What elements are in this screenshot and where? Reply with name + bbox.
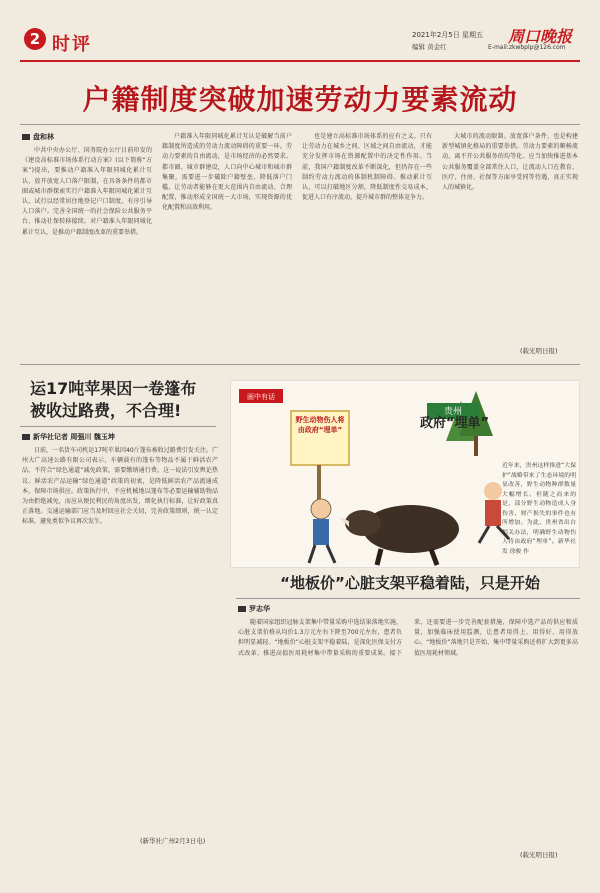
main-paragraph-1: 中共中央办公厅、国务院办公厅日前印发的《建设高标准市场体系行动方案》(以下简称“方案”)提出，要推动户籍准入年限同城化累计互认、放开放宽人口落户限制，在具备条件的都市圈或城市群探索实行户籍准入年限同城化累计互认，试行以经常居住地登记户口制度，有序引导人口落户。完善全国统一的社会保险公共服务平台，推动社保转移接续。对户籍准入年限同城化累计互认，是推动户籍制度改革的重要举措。: [22, 147, 152, 236]
main-paragraph-4: 大城市的流动限制。放宽落户条件，也是构建新型城镇化格局的重要举措。劳动力要素的顺畅流动，离不开公共服务的均等化。应当加快推进基本公共服务覆盖全部常住人口，让流动人口在教育、医疗、住房、社保等方面享受同等待遇，真正实现人的城镇化。: [442, 133, 578, 192]
main-column-4: [442, 132, 578, 342]
main-column-1: [22, 146, 152, 356]
main-paragraph-3: 也是建立高标准市场体系的应有之义。只有让劳动力在城乡之间、区域之间自由流动，才能充分发挥市场在资源配置中的决定性作用。当前，我国户籍制度改革不断深化，但仍存在一些制约劳动力流动的体制机制障碍。推动累计互认，可以打破地区分割，降低制度性交易成本，促进人口有序流动，提升城市群的整体竞争力。: [302, 133, 432, 202]
left-story-body: [22, 446, 218, 830]
right-story-body: [238, 618, 578, 844]
left-story-paragraph: 日前，一名货车司机运17吨苹果因40斤篷布被收过路费引发关注。广州大广高速公路有限公司表示，车辆载有的篷布等物品不属于鲜活农产品，不符合“绿色通道”减免政策，需要缴纳通行费。这一说法引发舆论热议。鲜活农产品运输“绿色通道”政策的初衷，是降低鲜活农产品流通成本，保障市场供应。政策执行中，不应机械地以篷布等必要运输辅助物品为由拒绝减免，而应从便民利民的角度出发，细化执行标准，让好政策真正落地。交通运输部门应当及时回应社会关切，完善政策细则，统一认定标准，避免类似争议再次发生。: [22, 447, 218, 526]
newspaper-brand: 周口晚报: [508, 27, 573, 46]
sign-text: 野生动物伤人将由政府“埋单”: [295, 416, 345, 434]
left-story-byline: 新华社记者 周强川 魏玉坤: [22, 432, 115, 442]
main-paragraph-2: 户籍准入年限同城化累计互认是破解当前户籍制度所造成的劳动力流动障碍的重要一环。劳动力要素的自由流动，是市场经济的必然要求。都市圈、城市群建设，人口向中心城市和城市群集聚，需要进一步破除户籍壁垒，降低落户门槛，让劳动者能够在更大范围内自由流动、合理配置，推动形成全国统一大市场，实现资源的优化配置和高效利用。: [162, 133, 292, 212]
left-story-headline: 运17吨苹果因一卷篷布被收过路费，不合理!: [30, 379, 197, 420]
section-title: 时评: [52, 34, 92, 55]
right-story-rule: [236, 598, 580, 599]
cartoon-badge: 画中有话: [247, 393, 275, 401]
right-story-source: (载光明日报): [520, 851, 558, 859]
editor-credit: 编辑 黄金红: [412, 43, 447, 51]
main-byline: 盘和林: [22, 132, 54, 142]
province-label: 贵州: [443, 407, 463, 417]
main-source: (载光明日报): [520, 347, 558, 355]
headline-rule: [20, 124, 580, 125]
left-story-rule: [20, 426, 216, 427]
page-header: [0, 0, 600, 66]
main-column-3: [302, 132, 432, 356]
right-story-byline: 罗志华: [238, 604, 270, 614]
page-number: 2: [24, 28, 46, 50]
right-story-headline: “地板价”心脏支架平稳着陆，只是开始: [280, 574, 540, 592]
issue-date: 2021年2月5日 星期五: [412, 31, 483, 39]
main-column-2: [162, 132, 292, 356]
right-story-paragraph: 随着国家组织冠脉支架集中带量采购中选结果落地实施，心脏支架价格从均价1.3万元左右下降至700元左右，患者负担明显减轻。“地板价”心脏支架平稳着陆，是深化医保支付方式改革、推进高值医用耗材集中带量采购的重要成果。接下来，还需要进一步完善配套措施，保障中选产品的供应和质量，加强临床使用监测，让患者用得上、用得好、用得放心。“地板价”落地只是开始，集中带量采购还将扩大到更多高值医用耗材领域。: [238, 619, 578, 657]
header-rule: [20, 60, 580, 62]
main-headline: 户籍制度突破加速劳动力要素流动: [82, 83, 518, 116]
section-rule: [20, 364, 580, 365]
cartoon-title: 政府“埋单”: [420, 416, 490, 431]
contact-email: E-mail:zkwbplp@126.com: [488, 44, 566, 51]
cartoon-caption: 近年来，贵州这样推进“大保护”战略带来了生态环境的明显改善，野生动物种群数量大幅增长。但随之而来的是，部分野生动物造成人身伤害、财产损失的事件也有所增加。为此，贵州省出台相关办法，明确野生动物伤人将由政府“埋单”。新华社发 徐骏 作: [502, 463, 576, 555]
left-story-source: (新华社广州2月3日电): [140, 837, 206, 845]
